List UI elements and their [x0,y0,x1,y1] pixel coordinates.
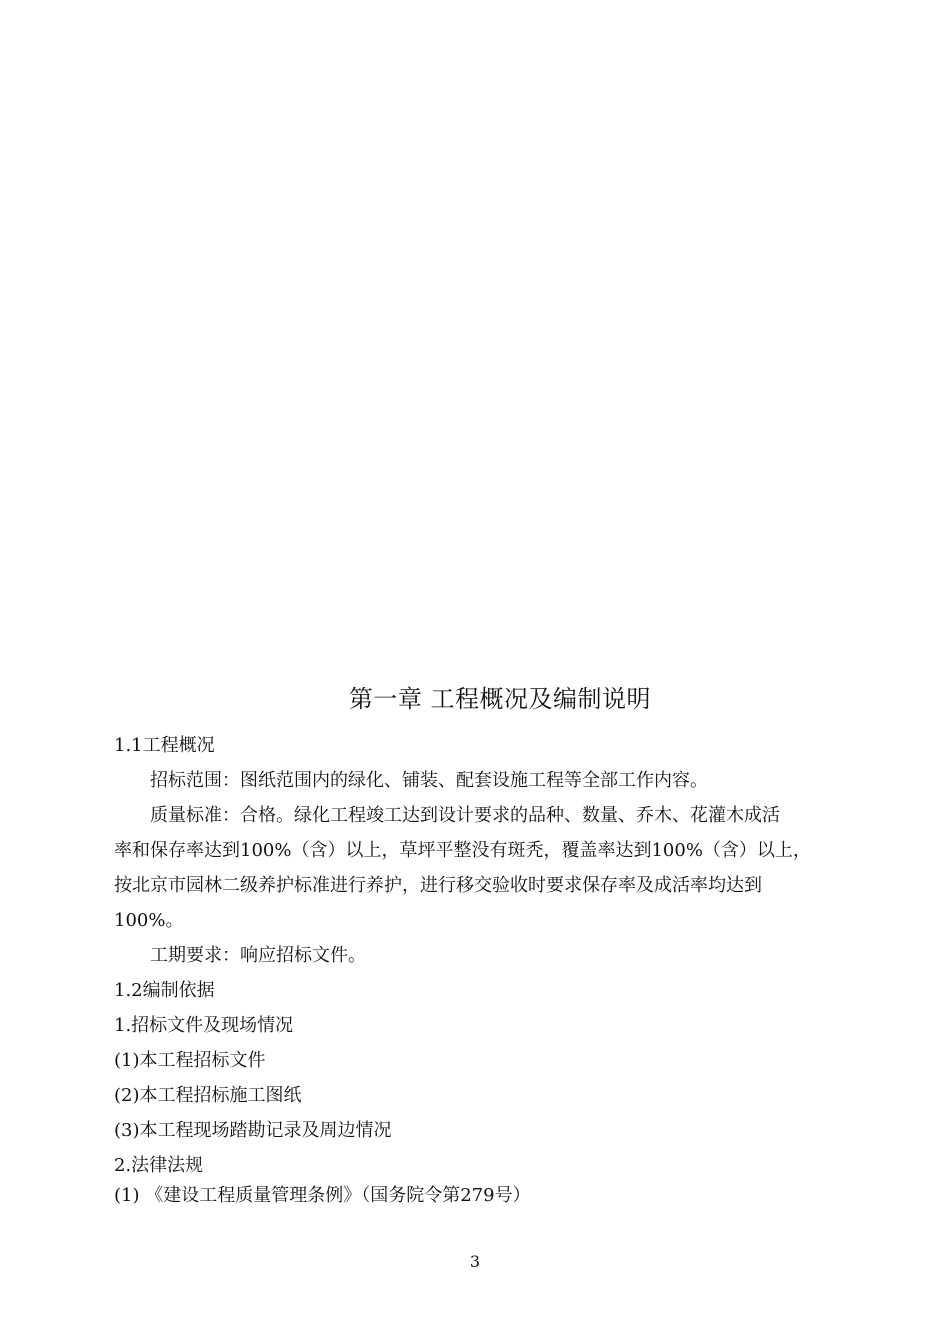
quality-standard-line-4: 100%。 [114,910,184,931]
list-item-quality-regulation: (1) 《建设工程质量管理条例》（国务院令第279号） [114,1185,531,1206]
list-heading-bidding-docs: 1.招标文件及现场情况 [114,1015,294,1036]
list-item-site-survey: (3)本工程现场踏勘记录及周边情况 [114,1120,392,1141]
quality-standard-line-3: 按北京市园林二级养护标准进行养护，进行移交验收时要求保存率及成活率均达到 [114,875,762,896]
chapter-title: 第一章 工程概况及编制说明 [348,685,652,713]
schedule-requirement: 工期要求：响应招标文件。 [150,945,366,966]
list-item-bidding-file: (1)本工程招标文件 [114,1050,266,1071]
bidding-scope-paragraph: 招标范围：图纸范围内的绿化、铺装、配套设施工程等全部工作内容。 [150,770,708,791]
section-heading-1-2: 1.2编制依据 [114,980,215,1001]
quality-standard-line-1: 质量标准：合格。绿化工程竣工达到设计要求的品种、数量、乔木、花灌木成活 [150,805,780,826]
section-heading-1-1: 1.1工程概况 [114,735,215,756]
page-number: 3 [469,1252,481,1271]
quality-standard-line-2: 率和保存率达到100%（含）以上，草坪平整没有斑秃，覆盖率达到100%（含）以上， [114,840,811,861]
list-item-construction-drawings: (2)本工程招标施工图纸 [114,1085,302,1106]
list-heading-laws: 2.法律法规 [114,1155,204,1176]
